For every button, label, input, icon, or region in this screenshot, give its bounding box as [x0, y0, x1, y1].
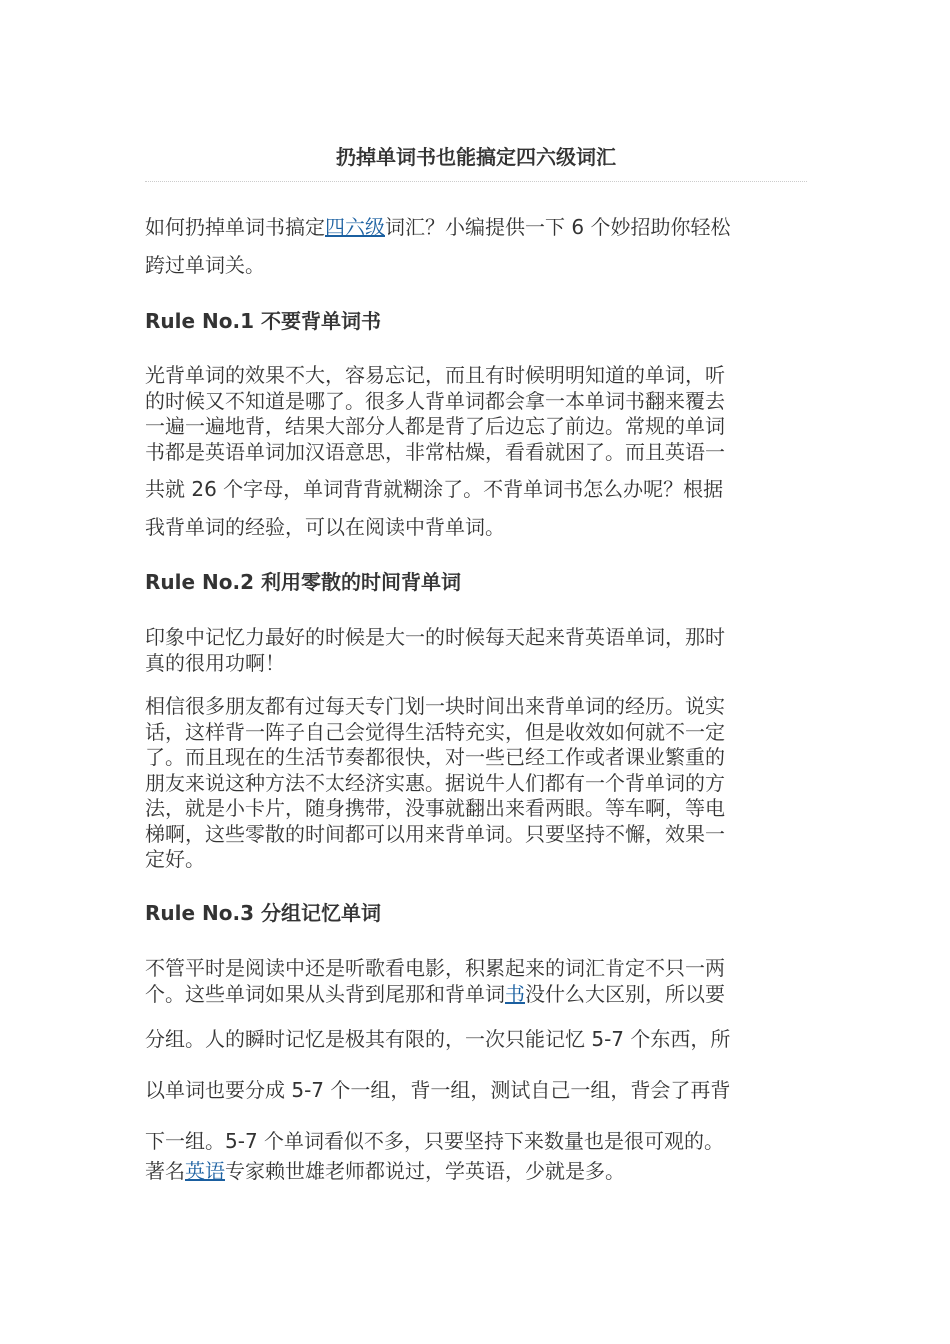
rule3-line: 以单词也要分成 5-7 个一组，背一组，测试自己一组，背会了再背: [145, 1078, 731, 1102]
rule1-paragraph-b: [145, 470, 797, 546]
rule3-line: 分组。人的瞬时记忆是极其有限的，一次只能记忆 5-7 个东西，所: [145, 1027, 731, 1051]
rule1-line: 我背单词的经验，可以在阅读中背单词。: [145, 515, 505, 539]
rule3-text: 专家赖世雄老师都说过，学英语，少就是多。: [225, 1159, 625, 1183]
english-link[interactable]: 英语: [185, 1159, 225, 1183]
book-link[interactable]: 书: [505, 981, 525, 1006]
rule3-text: 没什么大区别，所以要: [525, 981, 725, 1006]
rule2-paragraph-1: [145, 625, 797, 676]
rule3-paragraph-a: [145, 956, 797, 1007]
rule1-paragraph-a: [145, 363, 797, 465]
intro-line-1: [145, 208, 797, 246]
rule3-line: 不管平时是阅读中还是听歌看电影，积累起来的词汇肯定不只一两: [145, 956, 725, 980]
rule3-text: 个。这些单词如果从头背到尾那和背单词: [145, 981, 505, 1006]
rule2-p2-line: 话，这样背一阵子自己会觉得生活特充实，但是收效如何就不一定: [145, 719, 725, 744]
title-divider: [145, 181, 807, 182]
intro-paragraph: [145, 208, 797, 284]
rule3-text: 著名: [145, 1159, 185, 1183]
rule2-p2-line: 定好。: [145, 847, 205, 871]
rule3-line: 下一组。5-7 个单词看似不多，只要坚持下来数量也是很可观的。: [145, 1129, 725, 1153]
intro-line-2: 跨过单词关。: [145, 253, 265, 277]
rule2-p1-line: 印象中记忆力最好的时候是大一的时候每天起来背英语单词，那时: [145, 625, 725, 649]
rule3-heading: Rule No.3 分组记忆单词: [145, 901, 381, 925]
rule1-line: 光背单词的效果不大，容易忘记，而且有时候明明知道的单词，听: [145, 363, 725, 387]
rule3-line: [145, 1152, 797, 1190]
article-title: 扔掉单词书也能搞定四六级词汇: [336, 145, 616, 169]
rule2-p2-line: 了。而且现在的生活节奏都很快，对一些已经工作或者课业繁重的: [145, 745, 725, 769]
rule2-p2-line: 法，就是小卡片，随身携带，没事就翻出来看两眼。等车啊，等电: [145, 796, 725, 820]
rule2-heading: Rule No.2 利用零散的时间背单词: [145, 570, 461, 594]
rule3-paragraph-b: [145, 1014, 797, 1167]
rule1-line: 一遍一遍地背，结果大部分人都是背了后边忘了前边。常规的单词: [145, 414, 725, 438]
rule2-p2-line: 梯啊，这些零散的时间都可以用来背单词。只要坚持不懈，效果一: [145, 821, 725, 846]
rule1-line: 共就 26 个字母，单词背背就糊涂了。不背单词书怎么办呢？根据: [145, 477, 724, 501]
rule1-line: 的时候又不知道是哪了。很多人背单词都会拿一本单词书翻来覆去: [145, 388, 725, 413]
rule2-p2-line: 朋友来说这种方法不太经济实惠。据说牛人们都有一个背单词的方: [145, 770, 725, 795]
rule3-line: [145, 982, 797, 1008]
rule1-line: 书都是英语单词加汉语意思，非常枯燥，看看就困了。而且英语一: [145, 439, 725, 464]
intro-text: 词汇？小编提供一下 6 个妙招助你轻松: [385, 215, 731, 239]
rule2-paragraph-2: [145, 694, 797, 873]
cet-link[interactable]: 四六级: [325, 215, 385, 239]
rule2-p2-line: 相信很多朋友都有过每天专门划一块时间出来背单词的经历。说实: [145, 694, 725, 718]
rule2-p1-line: 真的很用功啊！: [145, 650, 285, 675]
rule3-paragraph-c: [145, 1152, 797, 1190]
intro-text: 如何扔掉单词书搞定: [145, 215, 325, 239]
rule1-heading: Rule No.1 不要背单词书: [145, 309, 381, 333]
